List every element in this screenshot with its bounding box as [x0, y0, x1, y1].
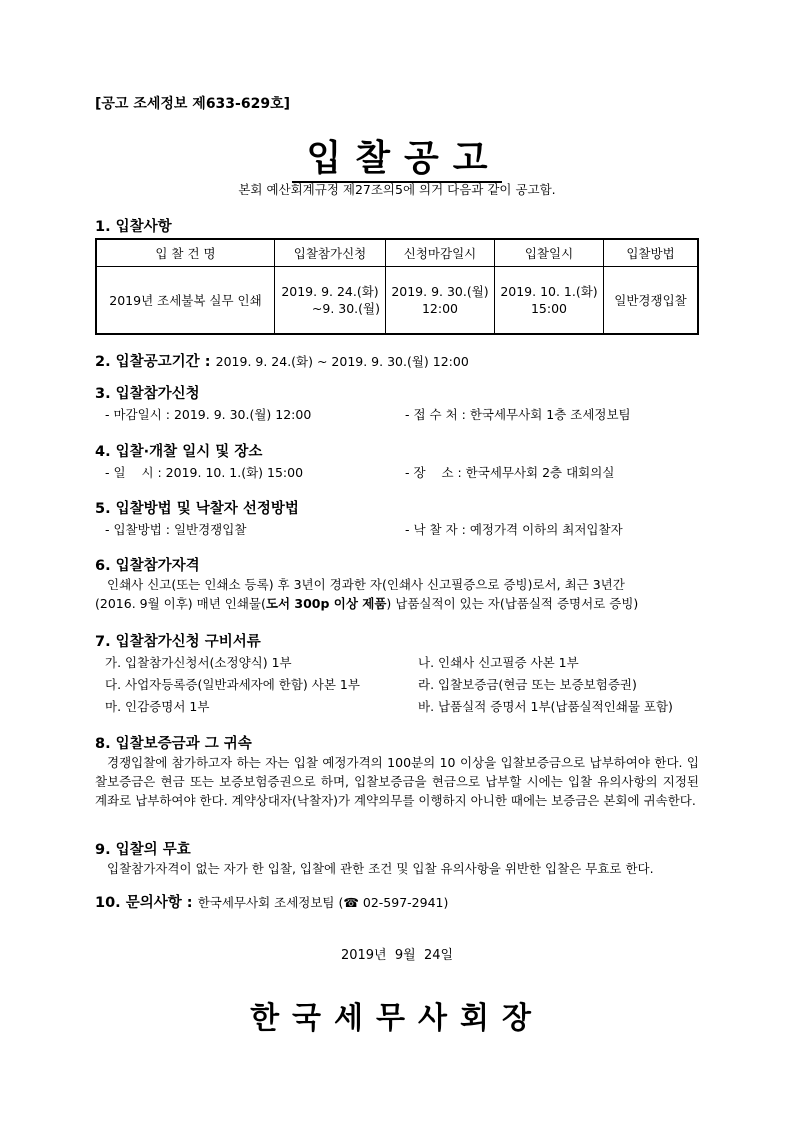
- doc-item: 가. 입찰참가신청서(소정양식) 1부: [105, 655, 292, 670]
- table-header: 입 찰 건 명: [96, 239, 275, 267]
- page-subtitle: 본회 예산회계규정 제27조의5에 의거 다음과 같이 공고함.: [238, 182, 556, 197]
- section-8-text: 경쟁입찰에 참가하고자 하는 자는 입찰 예정가격의 100분의 10 이상을 입찰보증금으로 납부하여야 한다. 입찰보증금은 현금 또는 보증보험증권으로 하며, 입찰보증금을 현금으로 납부할 시에는 입찰 유의사항의 지정된 계좌로 납부하여야 한다. 계약상대자(낙찰자)가 계약의무를 이행하지 아니한 때에는 보증금은 본회에 귀속한다.: [95, 755, 699, 808]
- section-4-left: - 일 시 : 2019. 10. 1.(화) 15:00: [105, 465, 304, 480]
- apply-period-cell: [275, 267, 386, 335]
- bid-name-cell: 2019년 조세불복 실무 인쇄: [96, 267, 275, 335]
- section-6-line2-c: ) 납품실적이 있는 자(납품실적 증명서로 증빙): [386, 596, 639, 611]
- deadline-line2: 12:00: [421, 301, 459, 316]
- doc-item: 나. 인쇄사 신고필증 사본 1부: [418, 655, 579, 670]
- doc-item: 마. 인감증명서 1부: [105, 699, 210, 714]
- section-6-line2: [95, 594, 699, 613]
- table-header: 입찰일시: [495, 239, 604, 267]
- notice-number: [공고 조세정보 제633-629호]: [95, 96, 290, 112]
- section-10-value: 한국세무사회 조세정보팀 (☎ 02-597-2941): [197, 895, 449, 910]
- deadline-cell: [386, 267, 495, 335]
- doc-item: 다. 사업자등록증(일반과세자에 한함) 사본 1부: [105, 677, 360, 692]
- doc-item: 라. 입찰보증금(현금 또는 보증보험증권): [418, 677, 637, 692]
- section-4-heading: 4. 입찰·개찰 일시 및 장소: [95, 444, 263, 460]
- section-10: [95, 891, 448, 912]
- section-2-value: 2019. 9. 24.(화) ~ 2019. 9. 30.(월) 12:00: [215, 354, 469, 369]
- section-5-left: - 입찰방법 : 일반경쟁입찰: [105, 522, 247, 537]
- table-header: 신청마감일시: [386, 239, 495, 267]
- section-6-text: [95, 575, 699, 613]
- apply-period-line2: ~9. 30.(월): [311, 301, 380, 316]
- organization-name: 한국세무사회장: [250, 1001, 544, 1036]
- section-5-heading: 5. 입찰방법 및 낙찰자 선정방법: [95, 501, 299, 517]
- table-header: 입찰참가신청: [275, 239, 386, 267]
- section-8-heading: 8. 입찰보증금과 그 귀속: [95, 736, 252, 752]
- bid-date-line2: 15:00: [530, 301, 568, 316]
- table-header-row: [96, 239, 698, 267]
- section-6-line2-a: (2016. 9월 이후) 매년 인쇄물(: [95, 596, 266, 611]
- deadline-line1: 2019. 9. 30.(월): [391, 284, 489, 299]
- table-row: [96, 267, 698, 335]
- table-header: 입찰방법: [604, 239, 699, 267]
- section-9-text: 입찰참가자격이 없는 자가 한 입찰, 입찰에 관한 조건 및 입찰 유의사항을 위반한 입찰은 무효로 한다.: [107, 861, 654, 876]
- section-10-heading: 10. 문의사항 :: [95, 895, 193, 911]
- doc-item: 바. 납품실적 증명서 1부(납품실적인쇄물 포함): [418, 699, 673, 714]
- bid-date-line1: 2019. 10. 1.(화): [500, 284, 598, 299]
- notice-date: 2019년 9월 24일: [340, 948, 454, 963]
- section-3-right: - 접 수 처 : 한국세무사회 1층 조세정보팀: [405, 407, 631, 422]
- apply-period-line1: 2019. 9. 24.(화): [281, 284, 379, 299]
- section-6-heading: 6. 입찰참가자격: [95, 558, 200, 574]
- page-title-text: 입찰공고: [292, 138, 501, 183]
- page-title: [0, 130, 794, 181]
- section-2: [95, 350, 469, 371]
- section-2-heading: 2. 입찰공고기간 :: [95, 354, 211, 370]
- section-7-heading: 7. 입찰참가신청 구비서류: [95, 634, 261, 650]
- bid-method-cell: 일반경쟁입찰: [604, 267, 699, 335]
- section-6-line2-bold: 도서 300p 이상 제품: [265, 596, 387, 611]
- section-3-left: - 마감일시 : 2019. 9. 30.(월) 12:00: [105, 407, 312, 422]
- bid-date-cell: [495, 267, 604, 335]
- section-4-right: - 장 소 : 한국세무사회 2층 대회의실: [405, 465, 615, 480]
- bid-info-table: [95, 238, 699, 335]
- section-9-heading: 9. 입찰의 무효: [95, 842, 191, 858]
- section-3-heading: 3. 입찰참가신청: [95, 386, 200, 402]
- section-1-heading: 1. 입찰사항: [95, 219, 172, 235]
- section-6-line1: 인쇄사 신고(또는 인쇄소 등록) 후 3년이 경과한 자(인쇄사 신고필증으로 증빙)로서, 최근 3년간: [107, 577, 625, 592]
- section-5-right: - 낙 찰 자 : 예정가격 이하의 최저입찰자: [405, 522, 623, 537]
